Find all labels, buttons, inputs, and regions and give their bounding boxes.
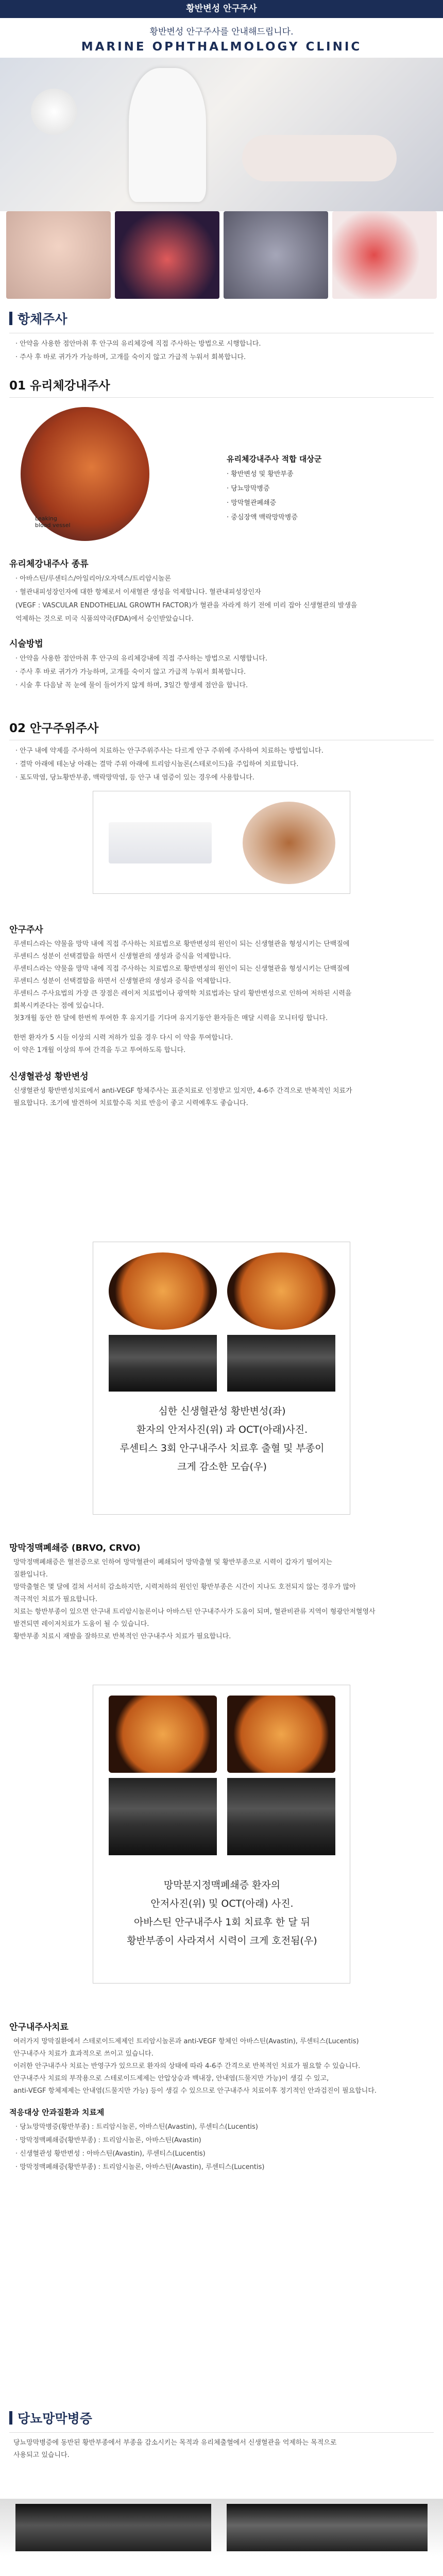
rvo-figure xyxy=(93,1685,350,1984)
section-antibody xyxy=(0,309,443,364)
thumbnail-eye-model xyxy=(332,211,437,299)
text-line: 억제하는 것으로 미국 식품의약국(FDA)에서 승인받았습니다. xyxy=(15,615,194,623)
caption-line: 아바스틴 안구내주사 1회 치료후 한 달 뒤 xyxy=(134,1917,310,1928)
amd-title: 신생혈관성 황반변성 xyxy=(9,1072,89,1082)
list-item: · 망막정맥폐쇄증(황반부종) : 트리암시놀론, 아바스틴(Avastin) xyxy=(15,2137,201,2144)
inj-title: 안구주사 xyxy=(9,925,43,935)
eye-label: Leaking blood vessel xyxy=(35,515,71,529)
caption-line: 환자의 안저사진(위) 과 OCT(아래)사진. xyxy=(136,1424,308,1435)
caption-line: 황반부종이 사라져서 시력이 크게 호전됨(우) xyxy=(127,1935,317,1946)
eye-photo xyxy=(243,802,335,884)
exam-lamp xyxy=(31,89,77,135)
text-line: · 안약을 사용한 점안마취 후 안구의 유리체강내에 직접 주사하는 방법으로 시행합니다. xyxy=(15,655,268,663)
text-line: 치료는 항반부종이 있으면 안구내 트리암시놀론이나 아바스틴 안구내주사가 도움이 되며, 혈관비관류 지역이 형광안저혈영사 xyxy=(13,1608,376,1616)
list-item: · 망막혈관폐쇄증 xyxy=(227,499,277,507)
text-line: 망막출혈은 몇 달에 걸쳐 서서히 감소하지만, 시력저하의 원인인 황반부종은 시간이 지나도 호전되지 않는 경우가 많아 xyxy=(13,1583,356,1591)
text-line: 안구내주사 치료의 부작용으로 스테로이드제제는 안압상승과 백내장, 안내염(드물지만 가능)이 생길 수 있고, xyxy=(13,2075,329,2082)
clinic-name: MARINE OPHTHALMOLOGY CLINIC xyxy=(81,40,362,54)
doctor-figure xyxy=(129,68,206,202)
text-line: · 시술 후 다음날 꼭 눈에 물이 들어가지 않게 하며, 3일간 항생제 점안을 합니다. xyxy=(15,682,248,689)
text-line: 질환입니다. xyxy=(13,1571,48,1579)
section-rvo xyxy=(0,1540,443,1643)
oct-after xyxy=(227,1778,335,1855)
fundus-before xyxy=(109,1252,217,1330)
top-banner: 황반변성 안구주사 xyxy=(0,0,443,18)
text-line: · 혈관내피성장인자에 대한 항체로서 이새혈관 생성을 억제합니다. 혈관내피성장인자 xyxy=(15,588,261,596)
fundus-after xyxy=(227,1252,335,1330)
text-line: 루센티스 주사요법의 가장 큰 장점은 레이저 치료법이나 광역학 치료법과는 달리 황반변성으로 인하여 저하된 시력을 xyxy=(13,990,352,997)
section-title: 망막정맥폐쇄증 (BRVO, CRVO) xyxy=(9,1543,141,1553)
oct-after xyxy=(227,1335,335,1392)
text-line: · 안약을 사용한 점안마취 후 안구의 유리체강에 직접 주사하는 방법으로 시행합니다. xyxy=(15,340,261,348)
text-line: 루센티스라는 약물을 망막 내에 직접 주사하는 치료법으로 황반변성의 원인이 되는 신생혈관을 형성시키는 단백질에 xyxy=(13,940,350,948)
text-line: · 주사 후 바로 귀가가 가능하며, 고개를 숙이지 않고 가급적 누워서 회복합니다. xyxy=(15,668,246,676)
text-line: 당뇨망막병증에 동반된 황반부종에서 부종을 감소시키는 목적과 유리체출혈에서 신생혈관을 억제하는 목적으로 xyxy=(13,2439,337,2447)
thumbnail-face xyxy=(6,211,111,299)
text-line: · 포도막염, 당뇨황반부종, 맥락망막염, 등 안구 내 염증이 있는 경우에 사용합니다. xyxy=(15,774,254,782)
text-line: 사용되고 있습니다. xyxy=(13,2451,70,2459)
section-title: 02 안구주위주사 xyxy=(9,722,99,735)
figure-caption xyxy=(93,1402,351,1476)
hero-image xyxy=(0,58,443,211)
list-item: · 황반변성 및 황반부종 xyxy=(227,470,294,478)
caption-line: 심한 신생혈관성 황반변성(좌) xyxy=(158,1405,286,1417)
diseases-title: 적응대상 안과질환과 치료제 xyxy=(9,2108,105,2117)
text-line: · 주사 후 바로 귀가가 가능하며, 고개를 숙이지 않고 가급적 누워서 회복합니다. xyxy=(15,353,246,361)
text-line: 한번 환자가 5 시들 이상의 시력 저하가 있을 경우 다시 이 약을 투여합니다. xyxy=(13,1034,233,1042)
list-item: · 당뇨망막병증(황반부종) : 트리암시놀론, 아바스틴(Avastin), 루센티스(Lucentis) xyxy=(15,2123,258,2131)
list-item: · 망막정맥폐쇄증(황반부종) : 트리암시놀론, 아바스틴(Avastin), 루센티스(Lucentis) xyxy=(15,2163,265,2171)
section-title: 안구내주사치료 xyxy=(9,2022,69,2032)
target-title: 유리체강내주사 적합 대상군 xyxy=(227,454,322,464)
thumbnail-row xyxy=(0,211,443,301)
text-line: 여러가지 망막질환에서 스테로이드제제인 트리암시놀론과 anti-VEGF 항체인 아바스틴(Avastin), 루센티스(Lucentis) xyxy=(13,2038,359,2045)
fundus-after xyxy=(227,1696,335,1773)
oct-before xyxy=(109,1778,217,1855)
caption-line: 루센티스 3회 안구내주사 치료후 출혈 및 부종이 xyxy=(120,1443,325,1454)
section-diabetic xyxy=(0,2409,443,2462)
list-item: · 당뇨망막병증 xyxy=(227,485,270,493)
target-list xyxy=(227,453,321,525)
list-item: · 신생혈관성 황반변성 : 아바스틴(Avastin), 루센티스(Lucentis) xyxy=(15,2150,206,2158)
amd-figure xyxy=(93,1242,350,1515)
text-line: 루센티스 성분이 선택결합을 하면서 신생혈관의 생성과 증식을 억제합니다. xyxy=(13,953,231,960)
section-intravitreal xyxy=(0,376,443,398)
caption-line: 크게 감소한 모습(우) xyxy=(177,1461,267,1472)
text-line: 이러한 안구내주사 치료는 반영구가 있으므로 환자의 상태에 따라 4-6주 간격으로 반복적인 치료가 필요할 수 있습니다. xyxy=(13,2062,361,2070)
text-line: 첫3개월 동안 한 달에 한번씩 투여한 후 유지기를 기다며 유지기동안 환자들은 매달 시력을 모니터링 합니다. xyxy=(13,1014,328,1022)
section-title: 당뇨망막병증 xyxy=(18,2411,92,2426)
section-intraocular xyxy=(0,2020,443,2174)
text-line: 루센티스라는 약물을 망막 내에 직접 주사하는 치료법으로 황반변성의 원인이 되는 신생혈관을 형성시키는 단백질에 xyxy=(13,965,350,973)
thumbnail-laser xyxy=(115,211,219,299)
text-line: 적극적인 치료가 필요합니다. xyxy=(13,1596,98,1603)
section-title: 항체주사 xyxy=(18,312,67,327)
caption-line: 안저사진(위) 및 OCT(아래) 사진. xyxy=(150,1898,294,1909)
types-block xyxy=(0,556,443,692)
text-line: (VEGF : VASCULAR ENDOTHELIAL GROWTH FACTOR)가 혈관을 자라게 하기 전에 미리 잡아 신생혈관의 발생을 xyxy=(15,602,357,609)
oct-before xyxy=(15,2504,211,2551)
text-line: anti-VEGF 항체제제는 안내염(드물지만 가능) 등이 생길 수 있으므로 안구내주사 치료이후 정기적인 안과검진이 필요합니다. xyxy=(13,2087,377,2095)
text-line: 루센티스 성분이 선택결합을 하면서 신생혈관의 생성과 증식을 억제합니다. xyxy=(13,977,231,985)
injection-block xyxy=(0,922,443,1110)
thumbnail-eye-drop xyxy=(224,211,328,299)
oct-before xyxy=(109,1335,217,1392)
figure-caption xyxy=(93,1876,351,1950)
patient-figure xyxy=(242,135,397,181)
oct-strip-background xyxy=(0,2499,443,2556)
text-line: 황반부종 치료시 재발을 잘하므로 반복적인 안구내주사 치료가 필요합니다. xyxy=(13,1633,231,1640)
section-title: 01 유리체강내주사 xyxy=(9,379,110,393)
text-line: 필요합니다. 조기에 발견하여 치료할수록 치료 반응이 좋고 시력예후도 좋습니다. xyxy=(13,1099,248,1107)
method-title: 시술방법 xyxy=(9,639,43,649)
caption-line: 망막분지정맥폐쇄증 환자의 xyxy=(163,1879,281,1891)
text-line: · 결막 아래에 테논낭 아래는 결막 주위 아래에 트리암시놀론(스테로이드)을 주입하여 치료합니다. xyxy=(15,760,299,768)
types-title: 유리체강내주사 종류 xyxy=(9,559,89,569)
list-item: · 중심장액 맥락망막병증 xyxy=(227,514,298,521)
syringe-box xyxy=(109,822,212,863)
page-subtitle: 황반변성 안구주사를 안내해드립니다. xyxy=(149,27,294,37)
text-line: 이 약은 1개월 이상의 투여 간격을 두고 투여하도록 합니다. xyxy=(13,1046,186,1054)
text-line: 안구내주사 치료가 효과적으로 쓰이고 있습니다. xyxy=(13,2050,154,2058)
injection-image xyxy=(93,791,350,894)
text-line: · 안구 내에 약제를 주사하여 치료하는 안구주위주사는 다르게 안구 주위에 주사하여 치료하는 방법입니다. xyxy=(15,747,323,755)
text-line: 신생혈관성 황반변성치료에서 anti-VEGF 항체주사는 표준치료로 인정받고 있지만, 4-6주 간격으로 반복적인 치료가 xyxy=(13,1087,352,1095)
fundus-before xyxy=(109,1696,217,1773)
text-line: · 아바스틴/루센티스/아일리아/오자덱스/트리암시놀론 xyxy=(15,575,172,583)
oct-after xyxy=(227,2504,428,2551)
text-line: 망막정맥폐쇄증은 혈전증으로 인하여 망막혈관이 폐쇄되어 망막출혈 및 황반부종으로 시력이 갑자기 떨어지는 xyxy=(13,1558,332,1566)
text-line: 발견되면 레이저치료가 도움이 될 수 있습니다. xyxy=(13,1620,149,1628)
section-periocular xyxy=(0,719,443,785)
text-line: 회복시켜준다는 점에 있습니다. xyxy=(13,1002,104,1010)
